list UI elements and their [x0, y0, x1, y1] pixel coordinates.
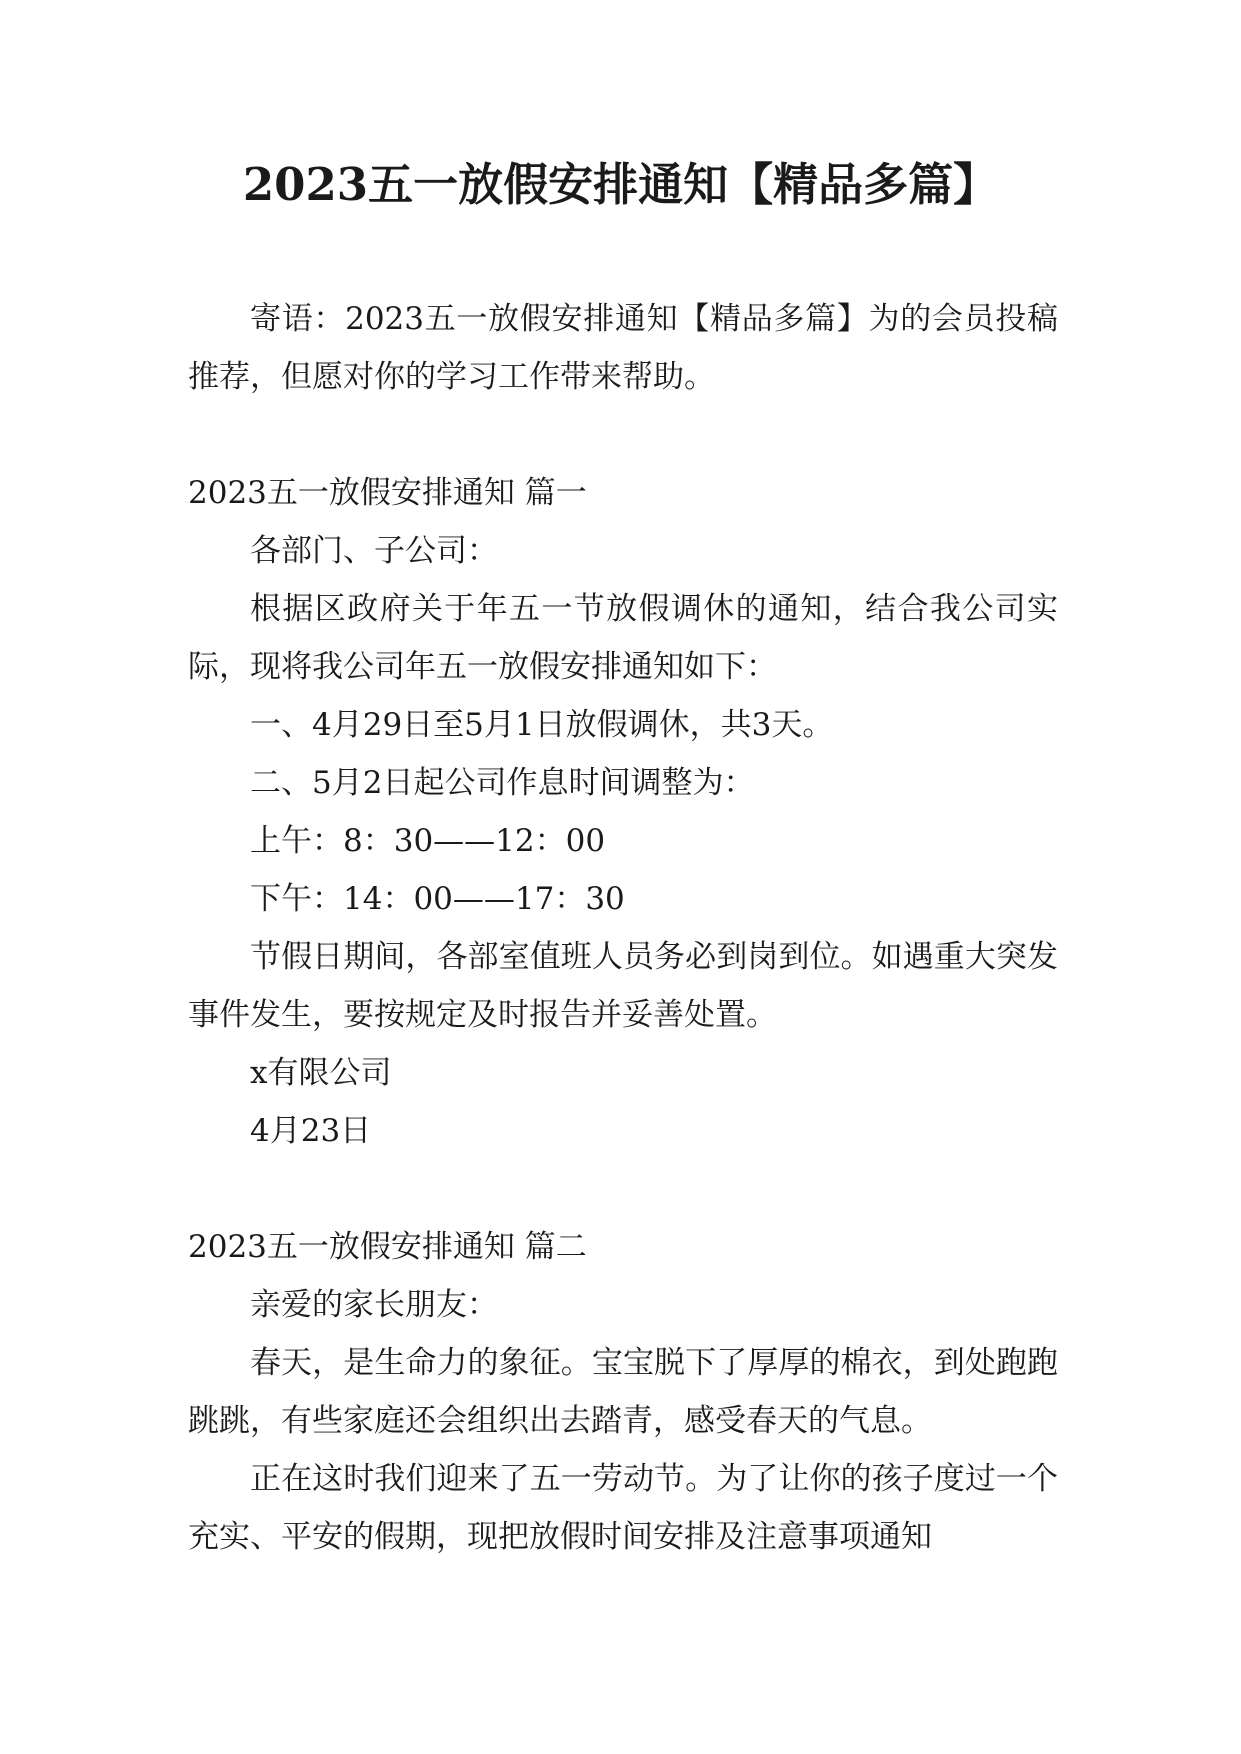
section-spacer — [188, 1160, 1058, 1218]
document-body — [188, 290, 1058, 1566]
section-1-item-1: 一、4月29日至5月1日放假调休，共3天。 — [250, 707, 834, 743]
section-2-paragraph-2: 正在这时我们迎来了五一劳动节。为了让你的孩子度过一个充实、平安的假期，现把放假时间安排及注意事项通知 — [188, 1461, 1058, 1555]
section-spacer — [188, 406, 1058, 464]
section-2-heading: 2023五一放假安排通知 篇二 — [188, 1229, 587, 1265]
section-1-date: 4月23日 — [250, 1113, 372, 1149]
section-1-paragraph-1: 根据区政府关于年五一节放假调休的通知，结合我公司实际，现将我公司年五一放假安排通知如下： — [188, 591, 1058, 685]
section-1-paragraph-2: 节假日期间，各部室值班人员务必到岗到位。如遇重大突发事件发生，要按规定及时报告并妥善处置。 — [188, 939, 1058, 1033]
intro-paragraph: 寄语：2023五一放假安排通知【精品多篇】为的会员投稿推荐，但愿对你的学习工作带来帮助。 — [188, 301, 1058, 395]
section-2-greeting: 亲爱的家长朋友： — [250, 1287, 498, 1323]
section-2-paragraph-1: 春天，是生命力的象征。宝宝脱下了厚厚的棉衣，到处跑跑跳跳，有些家庭还会组织出去踏青，感受春天的气息。 — [188, 1345, 1058, 1439]
section-1-greeting: 各部门、子公司： — [250, 533, 498, 569]
section-1-morning-hours: 上午：8：30——12：00 — [250, 823, 606, 859]
section-1-signature: x有限公司 — [250, 1055, 392, 1091]
section-1-afternoon-hours: 下午：14：00——17：30 — [250, 881, 625, 917]
document-title: 2023五一放假安排通知【精品多篇】 — [242, 158, 999, 211]
section-1-item-2: 二、5月2日起公司作息时间调整为： — [250, 765, 755, 801]
section-1-heading: 2023五一放假安排通知 篇一 — [188, 475, 587, 511]
